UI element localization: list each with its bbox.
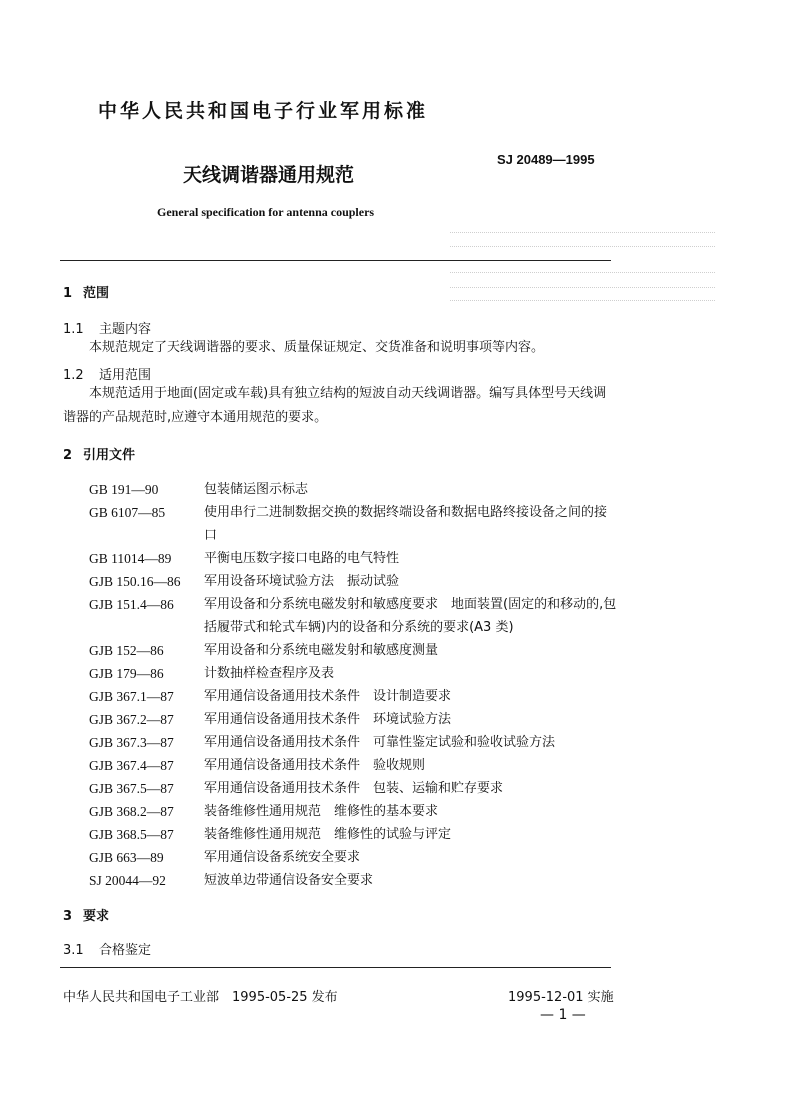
document-title-english: General specification for antenna couplers	[157, 205, 375, 219]
subsection-1-1-body	[63, 336, 611, 360]
scan-artifact	[450, 232, 715, 233]
scan-artifact	[450, 272, 715, 273]
scan-artifact	[450, 287, 715, 288]
reference-item	[89, 662, 619, 685]
section-title: 引用文件	[83, 448, 136, 463]
subsection-1-2-heading	[63, 364, 151, 383]
reference-code: GJB 368.2—87	[89, 804, 174, 819]
scan-artifact	[450, 246, 715, 247]
subsection-title: 合格鉴定	[99, 943, 152, 958]
reference-item	[89, 593, 619, 639]
subsection-title: 适用范围	[99, 368, 152, 383]
subsection-number: 1.2	[63, 368, 84, 383]
reference-code: SJ 20044—92	[89, 873, 166, 888]
subsection-3-1-heading	[63, 939, 151, 958]
section-title: 范围	[83, 286, 110, 301]
document-title: 天线调谐器通用规范	[183, 164, 355, 186]
subsection-title: 主题内容	[99, 322, 152, 337]
reference-item	[89, 685, 619, 708]
reference-item	[89, 547, 619, 570]
reference-item	[89, 777, 619, 800]
reference-title: 军用通信设备通用技术条件 环境试验方法	[204, 712, 452, 727]
paragraph: 本规范规定了天线调谐器的要求、质量保证规定、交货准备和说明事项等内容。	[89, 340, 545, 355]
reference-item	[89, 731, 619, 754]
reference-title: 使用串行二进制数据交换的数据终端设备和数据电路终接设备之间的接口	[204, 505, 608, 543]
reference-code: GJB 663—89	[89, 850, 164, 865]
section-number: 3	[63, 909, 73, 924]
subsection-1-2-body	[63, 382, 611, 430]
issue-info: 中华人民共和国电子工业部 1995-05-25 发布	[63, 990, 338, 1005]
reference-item	[89, 501, 619, 547]
reference-code: GJB 367.5—87	[89, 781, 174, 796]
reference-title: 包装储运图示标志	[204, 482, 309, 497]
reference-title: 军用通信设备系统安全要求	[204, 850, 361, 865]
reference-title: 军用设备环境试验方法 振动试验	[204, 574, 400, 589]
reference-title: 装备维修性通用规范 维修性的试验与评定	[204, 827, 452, 842]
reference-title: 短波单边带通信设备安全要求	[204, 873, 374, 888]
reference-title: 军用设备和分系统电磁发射和敏感度要求 地面装置(固定的和移动的,包括履带式和轮式车辆)内的设备和分系统的要求(A3 类)	[204, 597, 617, 635]
reference-code: GJB 151.4—86	[89, 597, 174, 612]
reference-title: 军用通信设备通用技术条件 包装、运输和贮存要求	[204, 781, 504, 796]
standard-type-heading: 中华人民共和国电子行业军用标准	[98, 100, 429, 122]
reference-title: 计数抽样检查程序及表	[204, 666, 335, 681]
reference-code: GB 11014—89	[89, 551, 172, 566]
reference-list	[89, 478, 619, 892]
reference-code: GJB 152—86	[89, 643, 164, 658]
reference-code: GJB 368.5—87	[89, 827, 174, 842]
footer-divider	[60, 967, 611, 968]
reference-item	[89, 869, 619, 892]
reference-code: GJB 179—86	[89, 666, 164, 681]
reference-title: 平衡电压数字接口电路的电气特性	[204, 551, 400, 566]
reference-title: 军用通信设备通用技术条件 设计制造要求	[204, 689, 452, 704]
scan-artifact	[450, 300, 715, 301]
reference-item	[89, 478, 619, 501]
reference-title: 军用设备和分系统电磁发射和敏感度测量	[204, 643, 439, 658]
effective-date: 1995-12-01 实施	[508, 990, 614, 1005]
section-3-heading	[63, 905, 109, 924]
reference-item	[89, 708, 619, 731]
subsection-number: 3.1	[63, 943, 84, 958]
reference-item	[89, 800, 619, 823]
reference-code: GJB 367.1—87	[89, 689, 174, 704]
reference-code: GJB 367.4—87	[89, 758, 174, 773]
standard-code: SJ 20489—1995	[497, 152, 595, 167]
reference-code: GJB 367.3—87	[89, 735, 174, 750]
reference-item	[89, 754, 619, 777]
page-number: — 1 —	[540, 1007, 586, 1023]
header-divider	[60, 260, 611, 261]
reference-code: GJB 367.2—87	[89, 712, 174, 727]
section-number: 2	[63, 448, 73, 463]
reference-title: 军用通信设备通用技术条件 可靠性鉴定试验和验收试验方法	[204, 735, 556, 750]
reference-title: 装备维修性通用规范 维修性的基本要求	[204, 804, 439, 819]
paragraph: 本规范适用于地面(固定或车载)具有独立结构的短波自动天线调谐器。编写具体型号天线调谐器的产品规范时,应遵守本通用规范的要求。	[63, 386, 607, 425]
section-1-heading	[63, 282, 109, 301]
reference-code: GJB 150.16—86	[89, 574, 181, 589]
section-title: 要求	[83, 909, 110, 924]
section-number: 1	[63, 286, 73, 301]
subsection-1-1-heading	[63, 318, 151, 337]
reference-code: GB 6107—85	[89, 505, 166, 520]
reference-code: GB 191—90	[89, 482, 159, 497]
reference-title: 军用通信设备通用技术条件 验收规则	[204, 758, 426, 773]
reference-item	[89, 570, 619, 593]
subsection-number: 1.1	[63, 322, 84, 337]
reference-item	[89, 846, 619, 869]
reference-item	[89, 823, 619, 846]
section-2-heading	[63, 444, 135, 463]
reference-item	[89, 639, 619, 662]
